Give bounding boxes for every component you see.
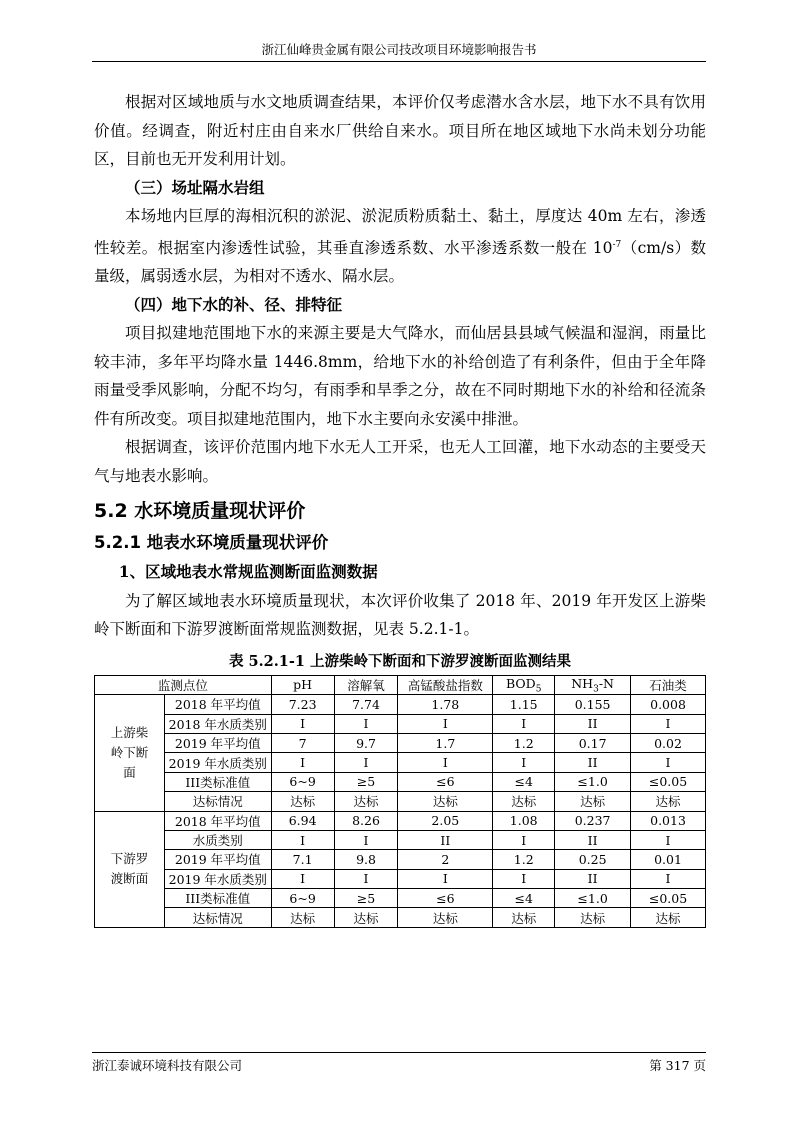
table-row — [95, 772, 706, 791]
heading-monitoring-data: 1、区域地表水常规监测断面监测数据 — [118, 562, 378, 582]
page-content — [94, 88, 706, 928]
value-cell: 达标 — [493, 908, 555, 927]
value-cell: I — [334, 753, 398, 772]
site-name-cell: 下游罗渡断面 — [95, 811, 165, 927]
row-label-cell: III类标准值 — [164, 889, 271, 908]
page-footer — [92, 1052, 706, 1073]
header-ph: pH — [271, 675, 334, 695]
table-row — [95, 792, 706, 811]
permeability-text-a: 本场地内巨厚的海相沉积的淤泥、淤泥质粉质黏土、黏土，厚度达 40m 左右，渗透性较差。根据室内渗透性试验，其垂直渗透系数、水平渗透系数一般在 10 — [94, 207, 706, 257]
value-cell: 达标 — [555, 908, 631, 927]
value-cell: I — [631, 753, 706, 772]
table-row — [95, 695, 706, 714]
value-cell: ≤0.05 — [631, 772, 706, 791]
table-row — [95, 753, 706, 772]
permeability-exponent: -7 — [612, 239, 622, 250]
table-header-row — [95, 675, 706, 695]
value-cell: ≤6 — [398, 889, 493, 908]
table-row — [95, 811, 706, 830]
value-cell: I — [334, 714, 398, 733]
value-cell: 0.237 — [555, 811, 631, 830]
header-dissolved-oxygen: 溶解氧 — [334, 675, 398, 695]
value-cell: 1.15 — [493, 695, 555, 714]
footer-company: 浙江泰诚环境科技有限公司 — [92, 1058, 243, 1073]
table-caption: 表 5.2.1-1 上游柴岭下断面和下游罗渡断面监测结果 — [228, 652, 572, 670]
header-monitoring-point: 监测点位 — [95, 675, 272, 695]
value-cell: I — [271, 753, 334, 772]
monitoring-results-table — [94, 675, 706, 928]
value-cell: I — [398, 714, 493, 733]
value-cell: 达标 — [271, 792, 334, 811]
row-label-cell: III类标准值 — [164, 772, 271, 791]
value-cell: I — [493, 714, 555, 733]
value-cell: 达标 — [271, 908, 334, 927]
value-cell: 1.08 — [493, 811, 555, 830]
value-cell: 9.8 — [334, 850, 398, 869]
row-label-cell: 达标情况 — [164, 792, 271, 811]
value-cell: 7.23 — [271, 695, 334, 714]
table-body — [95, 695, 706, 928]
table-row — [95, 830, 706, 849]
value-cell: 2 — [398, 850, 493, 869]
value-cell: 达标 — [398, 908, 493, 927]
table-row — [95, 733, 706, 752]
table-row — [95, 714, 706, 733]
value-cell: ≤0.05 — [631, 889, 706, 908]
value-cell: II — [555, 753, 631, 772]
value-cell: ≤4 — [493, 772, 555, 791]
value-cell: 0.008 — [631, 695, 706, 714]
value-cell: 0.17 — [555, 733, 631, 752]
paragraph-groundwater-source: 项目拟建地范围地下水的来源主要是大气降水，而仙居县县域气候温和湿润，雨量比较丰沛，多年平均降水量 1446.8mm，给地下水的补给创造了有利条件，但由于全年降雨量受季风影响，分配不均匀，有雨季和旱季之分，故在不同时期地下水的补给和径流条件有所改变。项目拟建地范围内，地下水主要向永安溪中排泄。 — [94, 324, 706, 428]
value-cell: I — [271, 830, 334, 849]
row-label-cell: 2019 年水质类别 — [164, 753, 271, 772]
nh-subscript: 3 — [593, 684, 599, 695]
paragraph-groundwater-dynamics: 根据调查，该评价范围内地下水无人工开采，也无人工回灌，地下水动态的主要受天气与地表水影响。 — [94, 438, 706, 485]
value-cell: 达标 — [398, 792, 493, 811]
value-cell: 0.02 — [631, 733, 706, 752]
row-label-cell: 2018 年水质类别 — [164, 714, 271, 733]
value-cell: 达标 — [334, 792, 398, 811]
value-cell: 2.05 — [398, 811, 493, 830]
table-row — [95, 850, 706, 869]
value-cell: II — [555, 714, 631, 733]
value-cell: 达标 — [334, 908, 398, 927]
value-cell: 1.2 — [493, 733, 555, 752]
header-petroleum: 石油类 — [631, 675, 706, 695]
value-cell: 0.013 — [631, 811, 706, 830]
value-cell: 7.1 — [271, 850, 334, 869]
section-heading-5-2: 5.2 水环境质量现状评价 — [94, 500, 306, 523]
value-cell: I — [631, 830, 706, 849]
row-label-cell: 2018 年平均值 — [164, 811, 271, 830]
value-cell: II — [555, 830, 631, 849]
value-cell: 6~9 — [271, 772, 334, 791]
row-label-cell: 2019 年水质类别 — [164, 869, 271, 888]
value-cell: I — [334, 830, 398, 849]
value-cell: 1.2 — [493, 850, 555, 869]
row-label-cell: 2018 年平均值 — [164, 695, 271, 714]
table-row — [95, 908, 706, 927]
value-cell: ≥5 — [334, 772, 398, 791]
paragraph-permeability — [94, 202, 706, 291]
nh-text: NH — [571, 675, 594, 691]
value-cell: 7.74 — [334, 695, 398, 714]
value-cell: I — [631, 714, 706, 733]
heading-impermeable-layer: （三）场址隔水岩组 — [125, 177, 265, 197]
value-cell: 达标 — [631, 792, 706, 811]
value-cell: 7 — [271, 733, 334, 752]
value-cell: I — [271, 714, 334, 733]
row-label-cell: 2019 年平均值 — [164, 850, 271, 869]
value-cell: ≤1.0 — [555, 772, 631, 791]
bod-text: BOD — [506, 675, 536, 691]
value-cell: II — [555, 869, 631, 888]
value-cell: I — [398, 869, 493, 888]
site-name-cell: 上游柴岭下断面 — [95, 695, 165, 811]
value-cell: 1.78 — [398, 695, 493, 714]
header-bod5 — [493, 675, 555, 695]
value-cell: 0.01 — [631, 850, 706, 869]
value-cell: I — [631, 869, 706, 888]
value-cell: 1.7 — [398, 733, 493, 752]
value-cell: ≤1.0 — [555, 889, 631, 908]
value-cell: I — [334, 869, 398, 888]
value-cell: 6~9 — [271, 889, 334, 908]
row-label-cell: 达标情况 — [164, 908, 271, 927]
value-cell: I — [493, 869, 555, 888]
paragraph-aquifer: 根据对区域地质与水文地质调查结果，本评价仅考虑潜水含水层，地下水不具有饮用价值。经调查，附近村庄由自来水厂供给自来水。项目所在地区域地下水尚未划分功能区，目前也无开发利用计划。 — [94, 93, 706, 168]
value-cell: 达标 — [555, 792, 631, 811]
value-cell: I — [493, 753, 555, 772]
header-nh3-n — [555, 675, 631, 695]
row-label-cell: 2019 年平均值 — [164, 733, 271, 752]
value-cell: 0.155 — [555, 695, 631, 714]
nh-suffix: -N — [598, 675, 614, 691]
row-label-cell: 水质类别 — [164, 830, 271, 849]
paragraph-monitoring-intro: 为了解区域地表水环境质量现状，本次评价收集了 2018 年、2019 年开发区上游柴岭下断面和下游罗渡断面常规监测数据，见表 5.2.1-1。 — [94, 591, 706, 639]
value-cell: 9.7 — [334, 733, 398, 752]
value-cell: I — [398, 753, 493, 772]
value-cell: ≥5 — [334, 889, 398, 908]
footer-page-number: 第 317 页 — [649, 1058, 706, 1073]
section-heading-5-2-1: 5.2.1 地表水环境质量现状评价 — [94, 533, 329, 553]
value-cell: 0.25 — [555, 850, 631, 869]
bod-subscript: 5 — [535, 684, 542, 695]
table-row — [95, 889, 706, 908]
value-cell: I — [271, 869, 334, 888]
value-cell: 8.26 — [334, 811, 398, 830]
heading-groundwater-features: （四）地下水的补、径、排特征 — [125, 294, 343, 314]
value-cell: ≤6 — [398, 772, 493, 791]
permeability-text-b: （cm/s）数量级，属弱透水层，为相对不透水、隔水层。 — [94, 238, 707, 286]
page-header: 浙江仙峰贵金属有限公司技改项目环境影响报告书 — [92, 40, 706, 62]
table-row — [95, 869, 706, 888]
value-cell: ≤4 — [493, 889, 555, 908]
value-cell: II — [398, 830, 493, 849]
header-permanganate-index: 高锰酸盐指数 — [398, 675, 493, 695]
value-cell: 6.94 — [271, 811, 334, 830]
value-cell: 达标 — [493, 792, 555, 811]
value-cell: I — [493, 830, 555, 849]
value-cell: 达标 — [631, 908, 706, 927]
